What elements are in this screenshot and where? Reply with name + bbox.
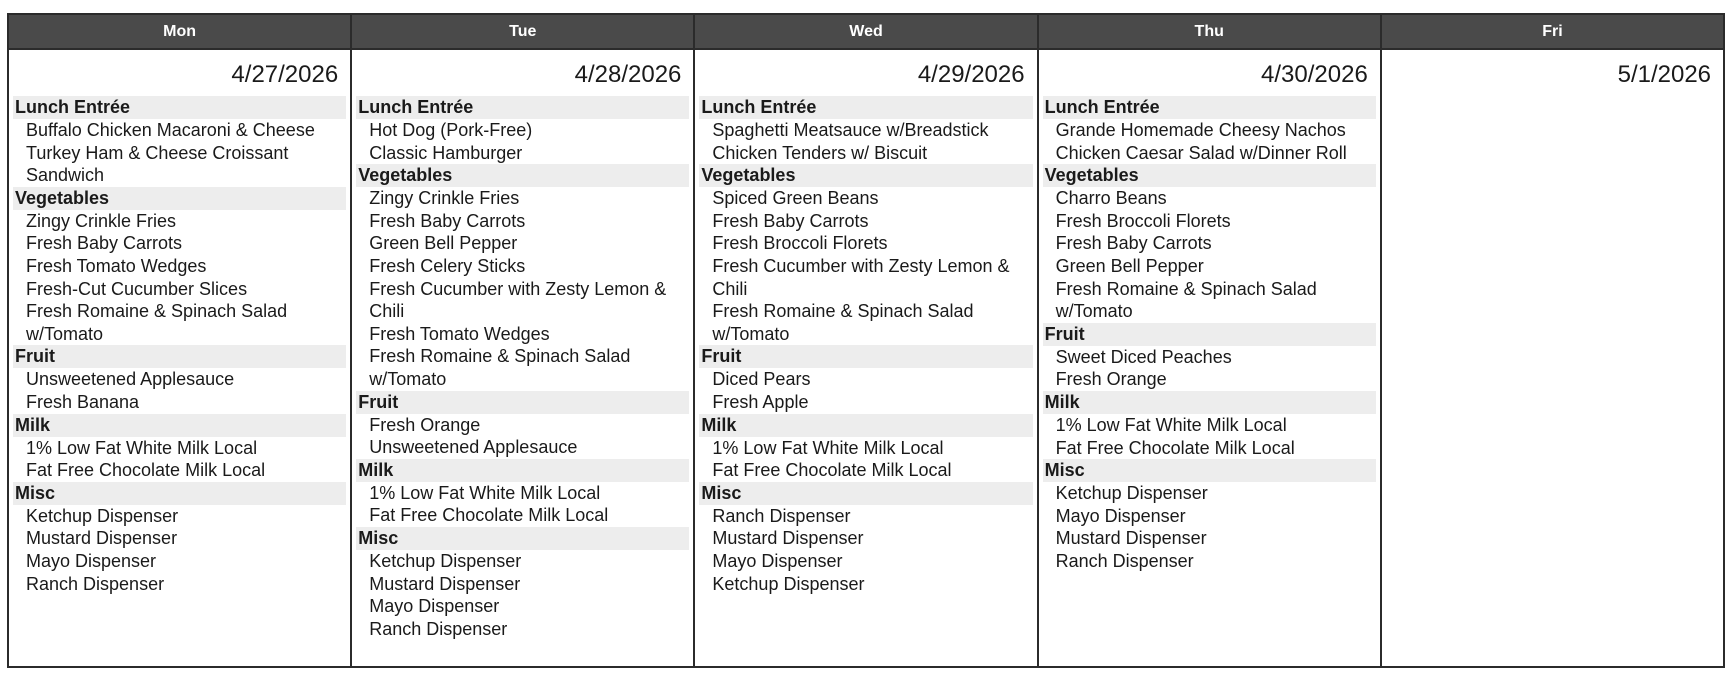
menu-item: Ketchup Dispenser — [369, 550, 522, 571]
menu-item: Grande Homemade Cheesy Nachos — [1055, 120, 1346, 140]
menu-item: Ketchup Dispenser — [712, 573, 865, 594]
menu-item-list — [699, 368, 1032, 413]
menu-item: Ranch Dispenser — [369, 618, 508, 639]
menu-item: Fresh Baby Carrots — [1055, 233, 1212, 254]
category-heading: Milk — [13, 414, 346, 437]
category-heading: Misc — [13, 482, 346, 505]
day-header: Mon — [9, 15, 350, 50]
menu-item: Fresh Orange — [369, 414, 481, 435]
day-header: Wed — [695, 15, 1036, 50]
menu-item: 1% Low Fat White Milk Local — [1055, 414, 1287, 435]
category-heading: Vegetables — [1043, 164, 1376, 187]
day-date: 5/1/2026 — [1617, 61, 1712, 88]
category-heading: Misc — [699, 482, 1032, 505]
menu-item: Fresh Romaine & Spinach Salad w/Tomato — [1055, 278, 1317, 322]
menu-item-list — [1043, 187, 1376, 323]
menu-item-list — [1043, 119, 1376, 164]
menu-item-list — [1043, 482, 1376, 572]
menu-item: Diced Pears — [712, 369, 811, 390]
day-body — [352, 50, 693, 666]
menu-item: Fresh Tomato Wedges — [26, 255, 207, 276]
day-header: Thu — [1039, 15, 1380, 50]
menu-item: Fresh Tomato Wedges — [369, 323, 550, 344]
menu-item-list — [699, 119, 1032, 164]
menu-item: Fat Free Chocolate Milk Local — [1055, 437, 1295, 458]
menu-item: Fresh Cucumber with Zesty Lemon & Chili — [369, 278, 667, 322]
category-heading: Milk — [356, 459, 689, 482]
day-header: Fri — [1382, 15, 1723, 50]
category-heading: Lunch Entrée — [13, 96, 346, 119]
menu-item: Unsweetened Applesauce — [369, 437, 578, 458]
menu-item: Fresh Apple — [712, 391, 809, 412]
menu-item: Zingy Crinkle Fries — [369, 188, 520, 209]
menu-item-list — [356, 187, 689, 390]
day-column-mon — [9, 15, 352, 666]
day-body — [1382, 50, 1723, 666]
menu-item: Fresh Orange — [1055, 369, 1167, 390]
category-heading: Vegetables — [699, 164, 1032, 187]
day-column-tue — [352, 15, 695, 666]
menu-item: 1% Low Fat White Milk Local — [26, 437, 258, 458]
menu-item-list — [356, 414, 689, 459]
day-body — [1039, 50, 1380, 666]
day-body — [695, 50, 1036, 666]
menu-item: Fat Free Chocolate Milk Local — [369, 505, 609, 526]
menu-item: Chicken Tenders w/ Biscuit — [712, 142, 928, 163]
menu-item-list — [13, 210, 346, 346]
day-date: 4/28/2026 — [574, 61, 682, 88]
menu-item: Ranch Dispenser — [1055, 550, 1194, 571]
day-column-thu — [1039, 15, 1382, 666]
menu-item: Buffalo Chicken Macaroni & Cheese — [26, 120, 315, 140]
menu-item-list — [13, 119, 346, 187]
menu-item: Unsweetened Applesauce — [26, 369, 235, 390]
category-heading: Misc — [1043, 459, 1376, 482]
menu-item: Fresh Cucumber with Zesty Lemon & Chili — [712, 255, 1010, 299]
menu-item: Mustard Dispenser — [1055, 528, 1207, 549]
menu-item: Spiced Green Beans — [712, 188, 879, 209]
day-date: 4/30/2026 — [1261, 61, 1368, 88]
menu-item: Turkey Ham & Cheese Croissant Sandwich — [26, 142, 289, 186]
menu-item: Ranch Dispenser — [26, 573, 165, 594]
category-heading: Vegetables — [13, 187, 346, 210]
category-heading: Lunch Entrée — [1043, 96, 1376, 119]
menu-item: Ketchup Dispenser — [26, 505, 179, 526]
day-column-fri — [1382, 15, 1723, 666]
category-heading: Fruit — [699, 345, 1032, 368]
menu-item-list — [356, 119, 689, 164]
category-heading: Lunch Entrée — [699, 96, 1032, 119]
menu-item-list — [1043, 346, 1376, 391]
category-heading: Milk — [699, 414, 1032, 437]
category-heading: Fruit — [356, 391, 689, 414]
category-heading: Milk — [1043, 391, 1376, 414]
category-heading: Fruit — [13, 345, 346, 368]
menu-item: Zingy Crinkle Fries — [26, 210, 177, 231]
category-heading: Fruit — [1043, 323, 1376, 346]
menu-item: Sweet Diced Peaches — [1055, 346, 1232, 367]
menu-item-list — [356, 550, 689, 640]
menu-item: Fresh-Cut Cucumber Slices — [26, 278, 248, 299]
day-column-wed — [695, 15, 1038, 666]
menu-item: 1% Low Fat White Milk Local — [712, 437, 944, 458]
menu-item: Green Bell Pepper — [369, 233, 518, 254]
menu-item: Mustard Dispenser — [26, 528, 178, 549]
menu-item-list — [13, 505, 346, 595]
menu-item: Hot Dog (Pork-Free) — [369, 120, 533, 140]
menu-item: Fresh Baby Carrots — [712, 210, 869, 231]
menu-item: Fresh Celery Sticks — [369, 255, 526, 276]
menu-item: Fresh Baby Carrots — [26, 233, 183, 254]
menu-item: Ranch Dispenser — [712, 505, 851, 526]
menu-item: Spaghetti Meatsauce w/Breadstick — [712, 120, 989, 140]
day-header: Tue — [352, 15, 693, 50]
menu-item: Fat Free Chocolate Milk Local — [712, 460, 952, 481]
menu-item: Fresh Baby Carrots — [369, 210, 526, 231]
menu-item: Fresh Banana — [26, 391, 140, 412]
menu-item: Charro Beans — [1055, 188, 1167, 209]
menu-item: Fresh Romaine & Spinach Salad w/Tomato — [26, 301, 288, 344]
menu-item: Mayo Dispenser — [369, 596, 500, 617]
category-heading: Vegetables — [356, 164, 689, 187]
menu-item-list — [13, 368, 346, 413]
menu-item: Classic Hamburger — [369, 142, 523, 163]
menu-item: Fat Free Chocolate Milk Local — [26, 460, 266, 481]
menu-item: Mustard Dispenser — [369, 573, 521, 594]
menu-item: Fresh Broccoli Florets — [1055, 210, 1231, 231]
category-heading: Lunch Entrée — [356, 96, 689, 119]
menu-item-list — [356, 482, 689, 527]
menu-item: Green Bell Pepper — [1055, 255, 1204, 276]
menu-item: Fresh Romaine & Spinach Salad w/Tomato — [369, 346, 631, 389]
menu-item: Fresh Romaine & Spinach Salad w/Tomato — [712, 301, 974, 344]
menu-item-list — [699, 437, 1032, 482]
category-heading: Misc — [356, 527, 689, 550]
menu-item: Chicken Caesar Salad w/Dinner Roll — [1055, 142, 1347, 163]
day-date: 4/29/2026 — [917, 61, 1025, 88]
menu-item-list — [13, 437, 346, 482]
menu-item: Mustard Dispenser — [712, 528, 864, 549]
menu-item-list — [699, 505, 1032, 595]
menu-item: Fresh Broccoli Florets — [712, 233, 888, 254]
menu-item-list — [1043, 414, 1376, 459]
day-date: 4/27/2026 — [231, 61, 339, 88]
menu-item: Mayo Dispenser — [1055, 505, 1186, 526]
menu-item-list — [699, 187, 1032, 345]
day-body — [9, 50, 350, 666]
menu-item: Mayo Dispenser — [26, 550, 157, 571]
weekly-menu-grid — [7, 13, 1725, 668]
menu-item: Mayo Dispenser — [712, 550, 843, 571]
menu-item: 1% Low Fat White Milk Local — [369, 482, 601, 503]
menu-item: Ketchup Dispenser — [1055, 483, 1208, 504]
